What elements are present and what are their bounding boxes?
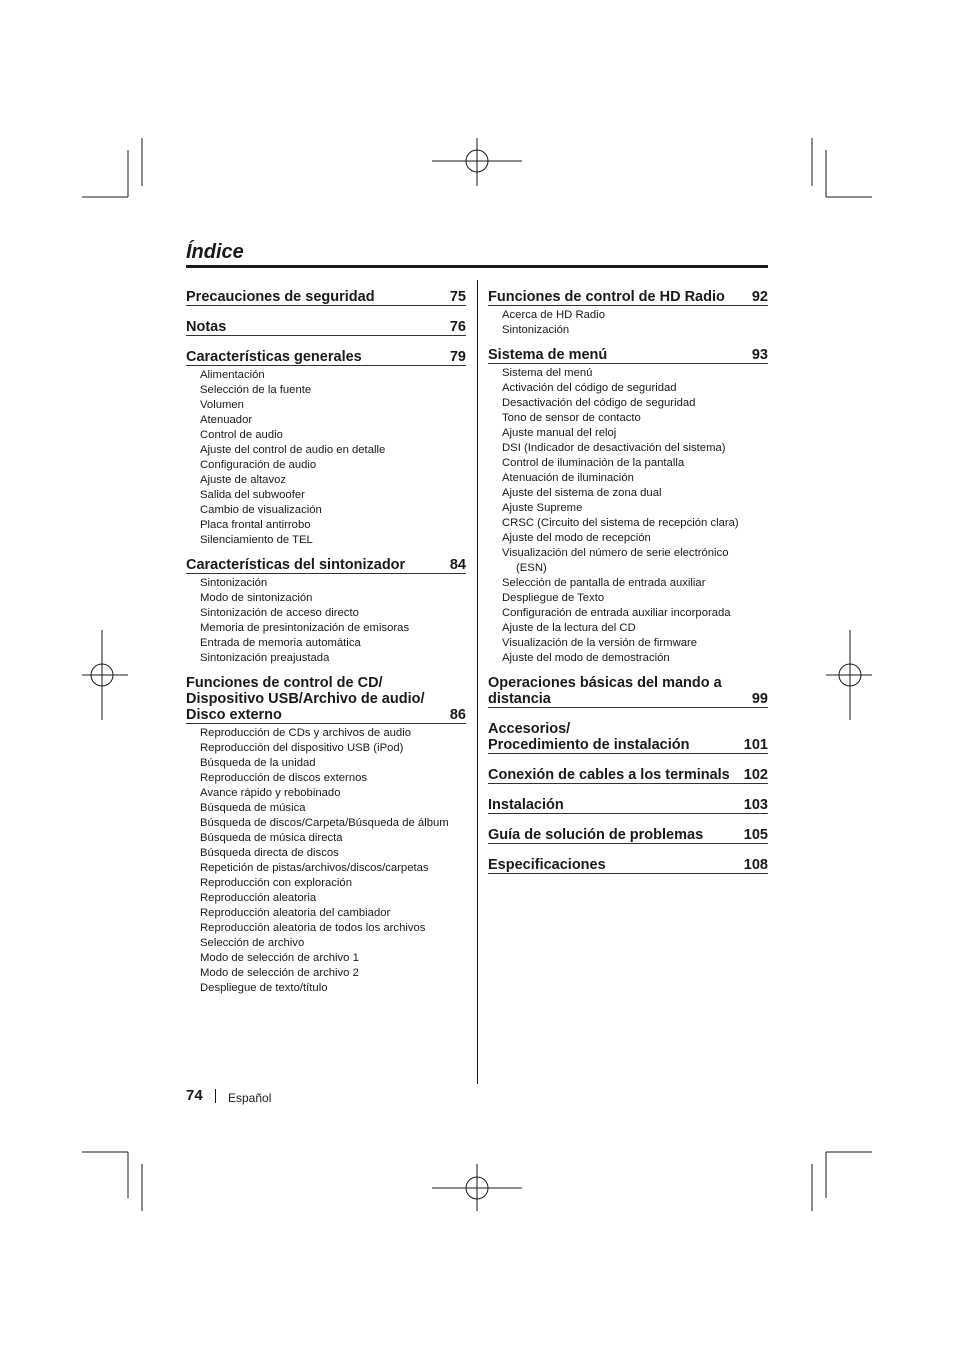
toc-section-heading xyxy=(488,721,768,754)
toc-subitem: Ajuste de altavoz xyxy=(200,474,287,486)
toc-subitem: Selección de archivo xyxy=(200,937,305,949)
toc-section xyxy=(488,675,768,708)
toc-section xyxy=(186,557,466,666)
toc-section xyxy=(488,797,768,814)
toc-section-page: 93 xyxy=(751,347,768,363)
toc-section-page: 105 xyxy=(743,827,768,843)
toc-section-heading xyxy=(186,289,466,306)
toc-subitem: Repetición de pistas/archivos/discos/carpetas xyxy=(200,862,429,874)
toc-section-heading xyxy=(488,857,768,874)
toc-section-heading xyxy=(488,827,768,844)
toc-section-page: 79 xyxy=(449,349,466,365)
toc-subitem: Volumen xyxy=(200,399,244,411)
toc-subitem-list xyxy=(186,574,466,666)
toc-subitem-list xyxy=(488,306,768,338)
toc-subitem: Despliegue de Texto xyxy=(502,592,605,604)
toc-section-title: Accesorios/ Procedimiento de instalación xyxy=(488,721,690,753)
toc-section-heading xyxy=(186,675,466,724)
toc-section-page: 103 xyxy=(743,797,768,813)
toc-subitem: Memoria de presintonización de emisoras xyxy=(200,622,410,634)
toc-subitem-list xyxy=(186,724,466,996)
toc-section-title: Sistema de menú xyxy=(488,347,608,363)
toc-subitem: Activación del código de seguridad xyxy=(502,382,677,394)
toc-subitem: Alimentación xyxy=(200,369,265,381)
toc-subitem: Atenuación de iluminación xyxy=(502,472,634,484)
toc-subitem: Búsqueda de música xyxy=(200,802,306,814)
toc-subitem: Ajuste del modo de demostración xyxy=(502,652,670,664)
toc-subitem: Reproducción aleatoria del cambiador xyxy=(200,907,391,919)
toc-subitem: Despliegue de texto/título xyxy=(200,982,328,994)
toc-section-page: 86 xyxy=(449,707,466,723)
toc-section-heading xyxy=(488,797,768,814)
toc-subitem: Configuración de entrada auxiliar incorporada xyxy=(502,607,731,619)
toc-left-column xyxy=(186,280,466,996)
toc-section xyxy=(488,857,768,874)
toc-subitem: Acerca de HD Radio xyxy=(502,309,605,321)
toc-subitem: Ajuste de la lectura del CD xyxy=(502,622,636,634)
toc-subitem: CRSC (Circuito del sistema de recepción clara) xyxy=(502,517,739,529)
toc-subitem: Visualización de la versión de firmware xyxy=(502,637,698,649)
toc-section-page: 92 xyxy=(751,289,768,305)
toc-section-title: Operaciones básicas del mando a distancia xyxy=(488,675,722,707)
toc-section-heading xyxy=(186,319,466,336)
toc-section xyxy=(186,319,466,336)
toc-section-page: 108 xyxy=(743,857,768,873)
toc-subitem: Salida del subwoofer xyxy=(200,489,305,501)
toc-section-page: 102 xyxy=(743,767,768,783)
toc-subitem: Reproducción del dispositivo USB (iPod) xyxy=(200,742,404,754)
toc-section xyxy=(488,721,768,754)
toc-subitem: Búsqueda de la unidad xyxy=(200,757,316,769)
toc-subitem: Reproducción con exploración xyxy=(200,877,352,889)
toc-section-title: Instalación xyxy=(488,797,564,813)
toc-subitem: Avance rápido y rebobinado xyxy=(200,787,341,799)
title-rule xyxy=(186,265,768,268)
toc-subitem: Búsqueda directa de discos xyxy=(200,847,339,859)
toc-subitem: Silenciamiento de TEL xyxy=(200,534,313,546)
toc-section-title: Conexión de cables a los terminals xyxy=(488,767,730,783)
toc-subitem: Búsqueda de música directa xyxy=(200,832,343,844)
toc-section xyxy=(488,767,768,784)
toc-subitem: Control de iluminación de la pantalla xyxy=(502,457,685,469)
footer-page-number: 74 xyxy=(186,1087,203,1104)
toc-subitem-list xyxy=(186,366,466,548)
toc-right-column xyxy=(488,280,768,874)
toc-subitem: Entrada de memoria automática xyxy=(200,637,361,649)
toc-subitem: Sintonización xyxy=(502,324,570,336)
toc-subitem: Reproducción de CDs y archivos de audio xyxy=(200,727,411,739)
column-divider xyxy=(477,280,478,1084)
toc-section-title: Precauciones de seguridad xyxy=(186,289,375,305)
toc-subitem: DSI (Indicador de desactivación del sistema) xyxy=(502,442,726,454)
toc-subitem: Cambio de visualización xyxy=(200,504,322,516)
toc-section-title: Guía de solución de problemas xyxy=(488,827,704,843)
toc-section-title: Especificaciones xyxy=(488,857,606,873)
toc-subitem: Desactivación del código de seguridad xyxy=(502,397,696,409)
toc-section xyxy=(186,289,466,306)
toc-section xyxy=(488,289,768,338)
toc-subitem: Sintonización de acceso directo xyxy=(200,607,359,619)
toc-subitem: Modo de selección de archivo 1 xyxy=(200,952,359,964)
toc-section-heading xyxy=(488,675,768,708)
toc-subitem: Ajuste del modo de recepción xyxy=(502,532,651,544)
toc-section xyxy=(186,675,466,996)
toc-subitem: Ajuste del control de audio en detalle xyxy=(200,444,386,456)
toc-section-heading xyxy=(186,349,466,366)
toc-section-heading xyxy=(488,767,768,784)
toc-subitem: Modo de selección de archivo 2 xyxy=(200,967,359,979)
toc-subitem: Búsqueda de discos/Carpeta/Búsqueda de álbum xyxy=(200,817,449,829)
toc-subitem: Ajuste manual del reloj xyxy=(502,427,617,439)
toc-section-title: Funciones de control de HD Radio xyxy=(488,289,725,305)
toc-subitem: Reproducción de discos externos xyxy=(200,772,368,784)
toc-subitem: Control de audio xyxy=(200,429,283,441)
toc-section-page: 75 xyxy=(449,289,466,305)
toc-subitem: Selección de la fuente xyxy=(200,384,312,396)
toc-subitem: Reproducción aleatoria xyxy=(200,892,317,904)
toc-subitem: Sistema del menú xyxy=(502,367,593,379)
toc-section-title: Notas xyxy=(186,319,227,335)
toc-section-heading xyxy=(186,557,466,574)
toc-section xyxy=(186,349,466,548)
toc-section-title: Características del sintonizador xyxy=(186,557,406,573)
footer-language: Español xyxy=(228,1091,272,1105)
toc-subitem: Tono de sensor de contacto xyxy=(502,412,641,424)
toc-section-heading xyxy=(488,347,768,364)
toc-subitem: Placa frontal antirrobo xyxy=(200,519,311,531)
toc-section-heading xyxy=(488,289,768,306)
toc-subitem: Ajuste Supreme xyxy=(502,502,583,514)
toc-subitem: Configuración de audio xyxy=(200,459,317,471)
toc-section-page: 76 xyxy=(449,319,466,335)
toc-subitem: Modo de sintonización xyxy=(200,592,313,604)
footer-divider xyxy=(215,1089,216,1103)
toc-subitem: Selección de pantalla de entrada auxiliar xyxy=(502,577,706,589)
toc-section-title: Características generales xyxy=(186,349,362,365)
toc-section-page: 84 xyxy=(449,557,466,573)
toc-subitem: Atenuador xyxy=(200,414,253,426)
toc-section-title: Funciones de control de CD/ Dispositivo USB/Archivo de audio/ Disco externo xyxy=(186,675,425,723)
toc-section xyxy=(488,347,768,666)
toc-section-page: 99 xyxy=(751,691,768,707)
toc-section xyxy=(488,827,768,844)
toc-subitem: Ajuste del sistema de zona dual xyxy=(502,487,662,499)
toc-subitem: Visualización del número de serie electrónico (ESN) xyxy=(502,547,729,574)
page-title: Índice xyxy=(186,241,244,263)
toc-subitem: Sintonización preajustada xyxy=(200,652,330,664)
toc-subitem: Reproducción aleatoria de todos los archivos xyxy=(200,922,426,934)
toc-subitem-list xyxy=(488,364,768,666)
toc-section-page: 101 xyxy=(743,737,768,753)
toc-subitem: Sintonización xyxy=(200,577,268,589)
